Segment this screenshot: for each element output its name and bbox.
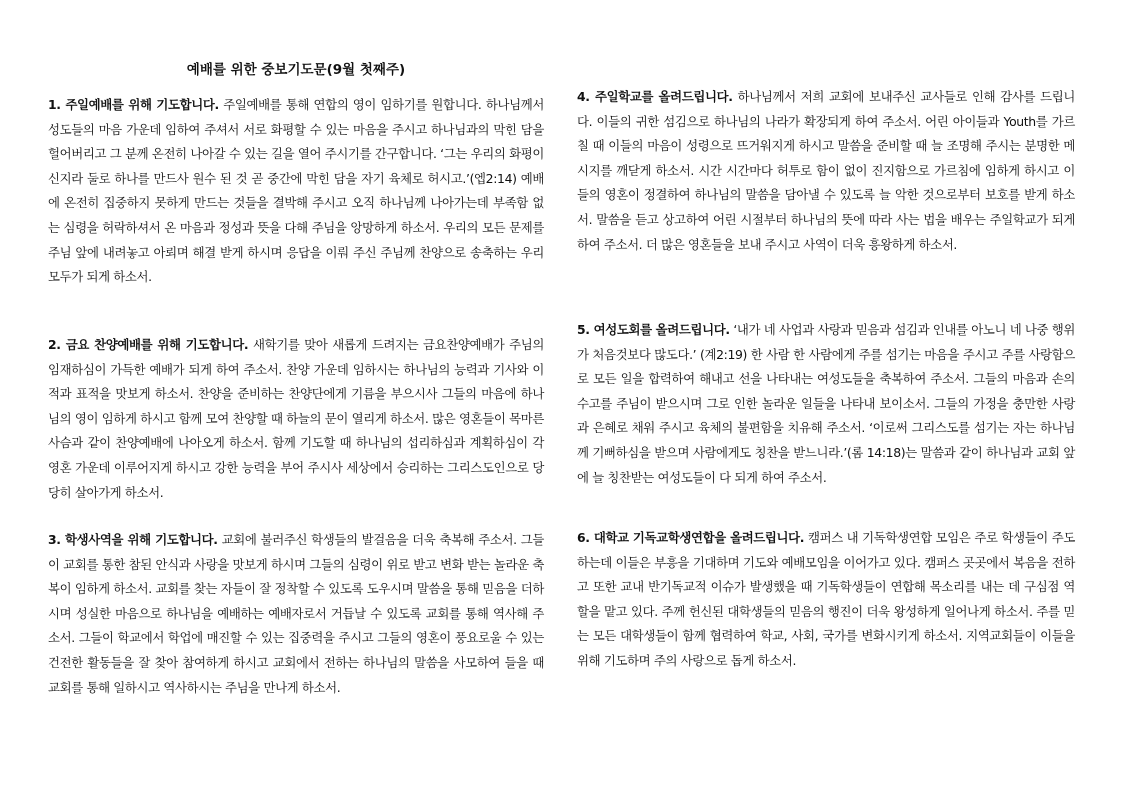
- section-heading: 4. 주일학교를 올려드립니다.: [577, 89, 733, 104]
- section-body: 주일예배를 통해 연합의 영이 임하기를 원합니다. 하나님께서 성도들의 마음 가운데 임하여 주셔서 서로 화평할 수 있는 마음을 주시고 하나님과의 막힌 담을 헐어버리고 그 분께 온전히 나아갈 수 있는 길을 열어 주시기를 간구합니다. ‘그는 우리의 화평이신지라 둘로 하나를 만드사 원수 된 것 곧 중간에 막힌 담을 자기 육체로 허시고.’(엡2:14) 예배에 온전히 집중하지 못하게 만드는 것들을 결박해 주시고 오직 하나님께 나아가는데 부족함 없는 심령을 허락하셔서 온 마음과 정성과 뜻을 다해 주님을 앙망하게 하소서. 우리의 모든 문제를 주님 앞에 내려놓고 아뢰며 해결 받게 하시며 응답을 이뤄 주신 주님께 찬양으로 송축하는 우리 모두가 되게 하소서.: [48, 97, 544, 285]
- prayer-section-5: [577, 318, 1075, 490]
- prayer-section-4: [577, 85, 1075, 257]
- prayer-section-2: [48, 333, 544, 505]
- section-body: ‘내가 네 사업과 사랑과 믿음과 섬김과 인내를 아노니 네 나중 행위가 처음것보다 많도다.’ (계2:19) 한 사람 한 사람에게 주를 섬기는 마음을 주시고 주를 사랑함으로 모든 일을 합력하여 해내고 선을 나타내는 여성도들을 축복하여 주소서. 그들의 마음과 손의 수고를 주님이 받으시며 그로 인한 놀라운 일들을 나타내 보이소서. 그들의 가정을 충만한 사랑과 은혜로 채워 주시고 육체의 불편함을 치유해 주소서. ‘이로써 그리스도를 섬기는 자는 하나님께 기뻐하심을 받으며 사람에게도 칭찬을 받느니라.’(롬 14:18)는 말씀과 같이 하나님과 교회 앞에 늘 칭찬받는 여성도들이 다 되게 하여 주소서.: [577, 322, 1075, 485]
- section-heading: 5. 여성도회를 올려드립니다.: [577, 322, 730, 337]
- prayer-section-3: [48, 528, 544, 700]
- section-heading: 6. 대학교 기독교학생연합을 올려드립니다.: [577, 530, 805, 545]
- section-heading: 2. 금요 찬양예배를 위해 기도합니다.: [48, 337, 249, 352]
- section-body: 새학기를 맞아 새롭게 드려지는 금요찬양예배가 주님의 임재하심이 가득한 예배가 되게 하여 주소서. 찬양 가운데 임하시는 하나님의 능력과 기사와 이적과 표적을 맛보게 하소서. 찬양을 준비하는 찬양단에게 기름을 부으시사 그들의 마음에 하나님의 영이 임하게 하시고 함께 모여 찬양할 때 하늘의 문이 열리게 하소서. 많은 영혼들이 목마른 사슴과 같이 찬양예배에 나아오게 하소서. 함께 기도할 때 하나님의 섭리하심과 계획하심이 각 영혼 가운데 이루어지게 하시고 강한 능력을 부어 주시사 세상에서 승리하는 그리스도인으로 당당히 살아가게 하소서.: [48, 337, 545, 500]
- section-body: 캠퍼스 내 기독학생연합 모임은 주로 학생들이 주도하는데 이들은 부흥을 기대하며 기도와 예배모임을 이어가고 있다. 캠퍼스 곳곳에서 복음을 전하고 또한 교내 반기독교적 이슈가 발생했을 때 기독학생들이 연합해 목소리를 내는 데 구심점 역할을 맡고 있다. 주께 헌신된 대학생들의 믿음의 행진이 더욱 왕성하게 일어나게 하소서. 주를 믿는 모든 대학생들이 함께 협력하여 학교, 사회, 국가를 변화시키게 하소서. 지역교회들이 이들을 위해 기도하며 주의 사랑으로 돕게 하소서.: [577, 530, 1076, 668]
- section-body: 교회에 불러주신 학생들의 발걸음을 더욱 축복해 주소서. 그들이 교회를 통한 참된 안식과 사랑을 맛보게 하시며 그들의 심령이 위로 받고 변화 받는 놀라운 축복이 임하게 하소서. 교회를 찾는 자들이 잘 정착할 수 있도록 도우시며 말씀을 통해 믿음을 더하시며 성실한 마음으로 하나님을 예배하는 예배자로서 거듭날 수 있도록 교회를 통해 역사해 주소서. 그들이 학교에서 학업에 매진할 수 있는 집중력을 주시고 그들의 영혼이 풍요로울 수 있는 건전한 활동들을 잘 찾아 참여하게 하시고 교회에서 전하는 하나님의 말씀을 사모하여 들을 때 교회를 통해 일하시고 역사하시는 주님을 만나게 하소서.: [48, 532, 545, 695]
- prayer-section-1: [48, 93, 544, 290]
- section-heading: 3. 학생사역을 위해 기도합니다.: [48, 532, 218, 547]
- section-heading: 1. 주일예배를 위해 기도합니다.: [48, 97, 219, 112]
- section-body: 하나님께서 저희 교회에 보내주신 교사들로 인해 감사를 드립니다. 이들의 귀한 섬김으로 하나님의 나라가 확장되게 하여 주소서. 어린 아이들과 Youth를 가르칠 때 이들의 마음이 성령으로 뜨거워지게 하시고 말씀을 준비할 때 늘 조명해 주시는 분명한 메시지를 깨닫게 하소서. 시간 시간마다 허투로 함이 없이 진지함으로 가르침에 임하게 하시고 이들의 영혼이 정결하여 하나님의 말씀을 담아낼 수 있도록 늘 악한 것으로부터 보호를 받게 하소서. 말씀을 듣고 상고하여 어린 시절부터 하나님의 뜻에 따라 사는 법을 배우는 주일학교가 되게 하여 주소서. 더 많은 영혼들을 보내 주시고 사역이 더욱 흥왕하게 하소서.: [577, 89, 1075, 252]
- prayer-section-6: [577, 526, 1075, 674]
- page-title: 예배를 위한 중보기도문(9월 첫째주): [186, 62, 406, 78]
